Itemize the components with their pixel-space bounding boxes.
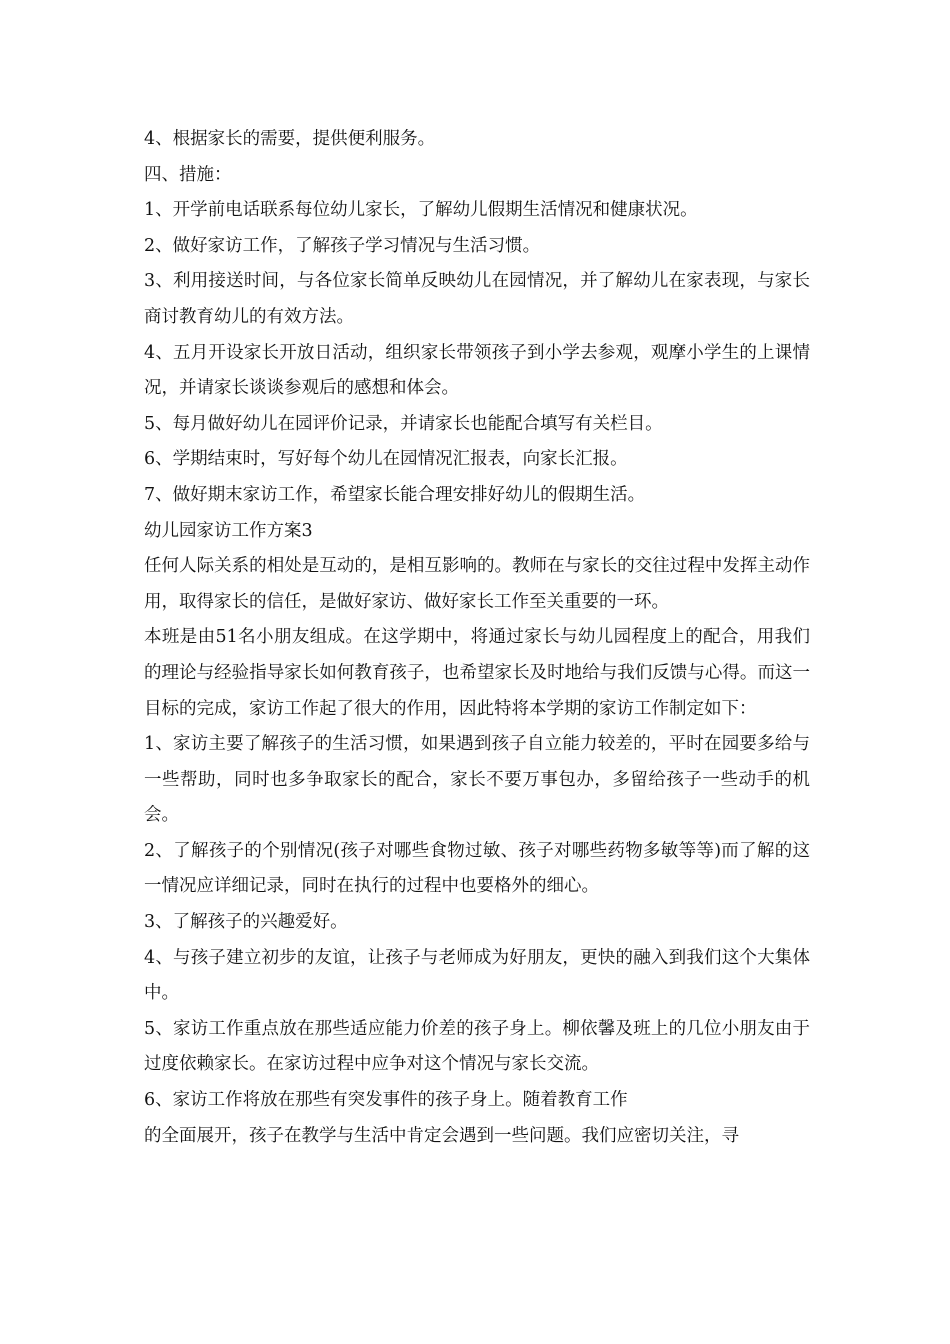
paragraph-item-5: 5、家访工作重点放在那些适应能力价差的孩子身上。柳依馨及班上的几位小朋友由于过度依赖家长。在家访过程中应争对这个情况与家长交流。: [144, 1018, 810, 1075]
paragraph-item-2: 2、了解孩子的个别情况(孩子对哪些食物过敏、孩子对哪些药物多敏等等)而了解的这一情况应详细记录，同时在执行的过程中也要格外的细心。: [144, 840, 810, 897]
paragraph-item-4: 4、与孩子建立初步的友谊，让孩子与老师成为好朋友，更快的融入到我们这个大集体中。: [144, 947, 810, 1004]
paragraph-measure-6: 6、学期结束时，写好每个幼儿在园情况汇报表，向家长汇报。: [144, 449, 628, 470]
paragraph-measure-7: 7、做好期末家访工作，希望家长能合理安排好幼儿的假期生活。: [144, 484, 646, 505]
paragraph-measure-5: 5、每月做好幼儿在园评价记录，并请家长也能配合填写有关栏目。: [144, 413, 663, 434]
paragraph-item-1: 1、家访主要了解孩子的生活习惯，如果遇到孩子自立能力较差的，平时在园要多给与一些帮助，同时也多争取家长的配合，家长不要万事包办，多留给孩子一些动手的机会。: [144, 734, 810, 826]
paragraph-measure-2: 2、做好家访工作，了解孩子学习情况与生活习惯。: [144, 235, 541, 256]
paragraph-item-6: 6、家访工作将放在那些有突发事件的孩子身上。随着教育工作: [144, 1090, 628, 1111]
section-title-plan-3: 幼儿园家访工作方案3: [144, 520, 313, 541]
paragraph-intro: 任何人际关系的相处是互动的，是相互影响的。教师在与家长的交往过程中发挥主动作用，取得家长的信任，是做好家访、做好家长工作至关重要的一环。: [144, 556, 810, 612]
document-body: [144, 122, 810, 1154]
paragraph-measure-4: 4、五月开设家长开放日活动，组织家长带领孩子到小学去参观，观摩小学生的上课情况，并请家长谈谈参观后的感想和体会。: [144, 342, 810, 399]
paragraph-continuation: 的全面展开，孩子在教学与生活中肯定会遇到一些问题。我们应密切关注，寻: [144, 1125, 739, 1146]
paragraph-measure-3: 3、利用接送时间，与各位家长简单反映幼儿在园情况，并了解幼儿在家表现，与家长商讨教育幼儿的有效方法。: [144, 271, 810, 327]
paragraph-measure-1: 1、开学前电话联系每位幼儿家长，了解幼儿假期生活情况和健康状况。: [144, 200, 698, 221]
paragraph-class-overview: 本班是由51名小朋友组成。在这学期中，将通过家长与幼儿园程度上的配合，用我们的理论与经验指导家长如何教育孩子，也希望家长及时地给与我们反馈与心得。而这一目标的完成，家访工作起了很大的作用，因此特将本学期的家访工作制定如下：: [144, 627, 810, 719]
paragraph-item-3: 3、了解孩子的兴趣爱好。: [144, 912, 348, 933]
paragraph-service: 4、根据家长的需要，提供便利服务。: [144, 129, 436, 149]
heading-measures: 四、措施：: [144, 164, 232, 185]
